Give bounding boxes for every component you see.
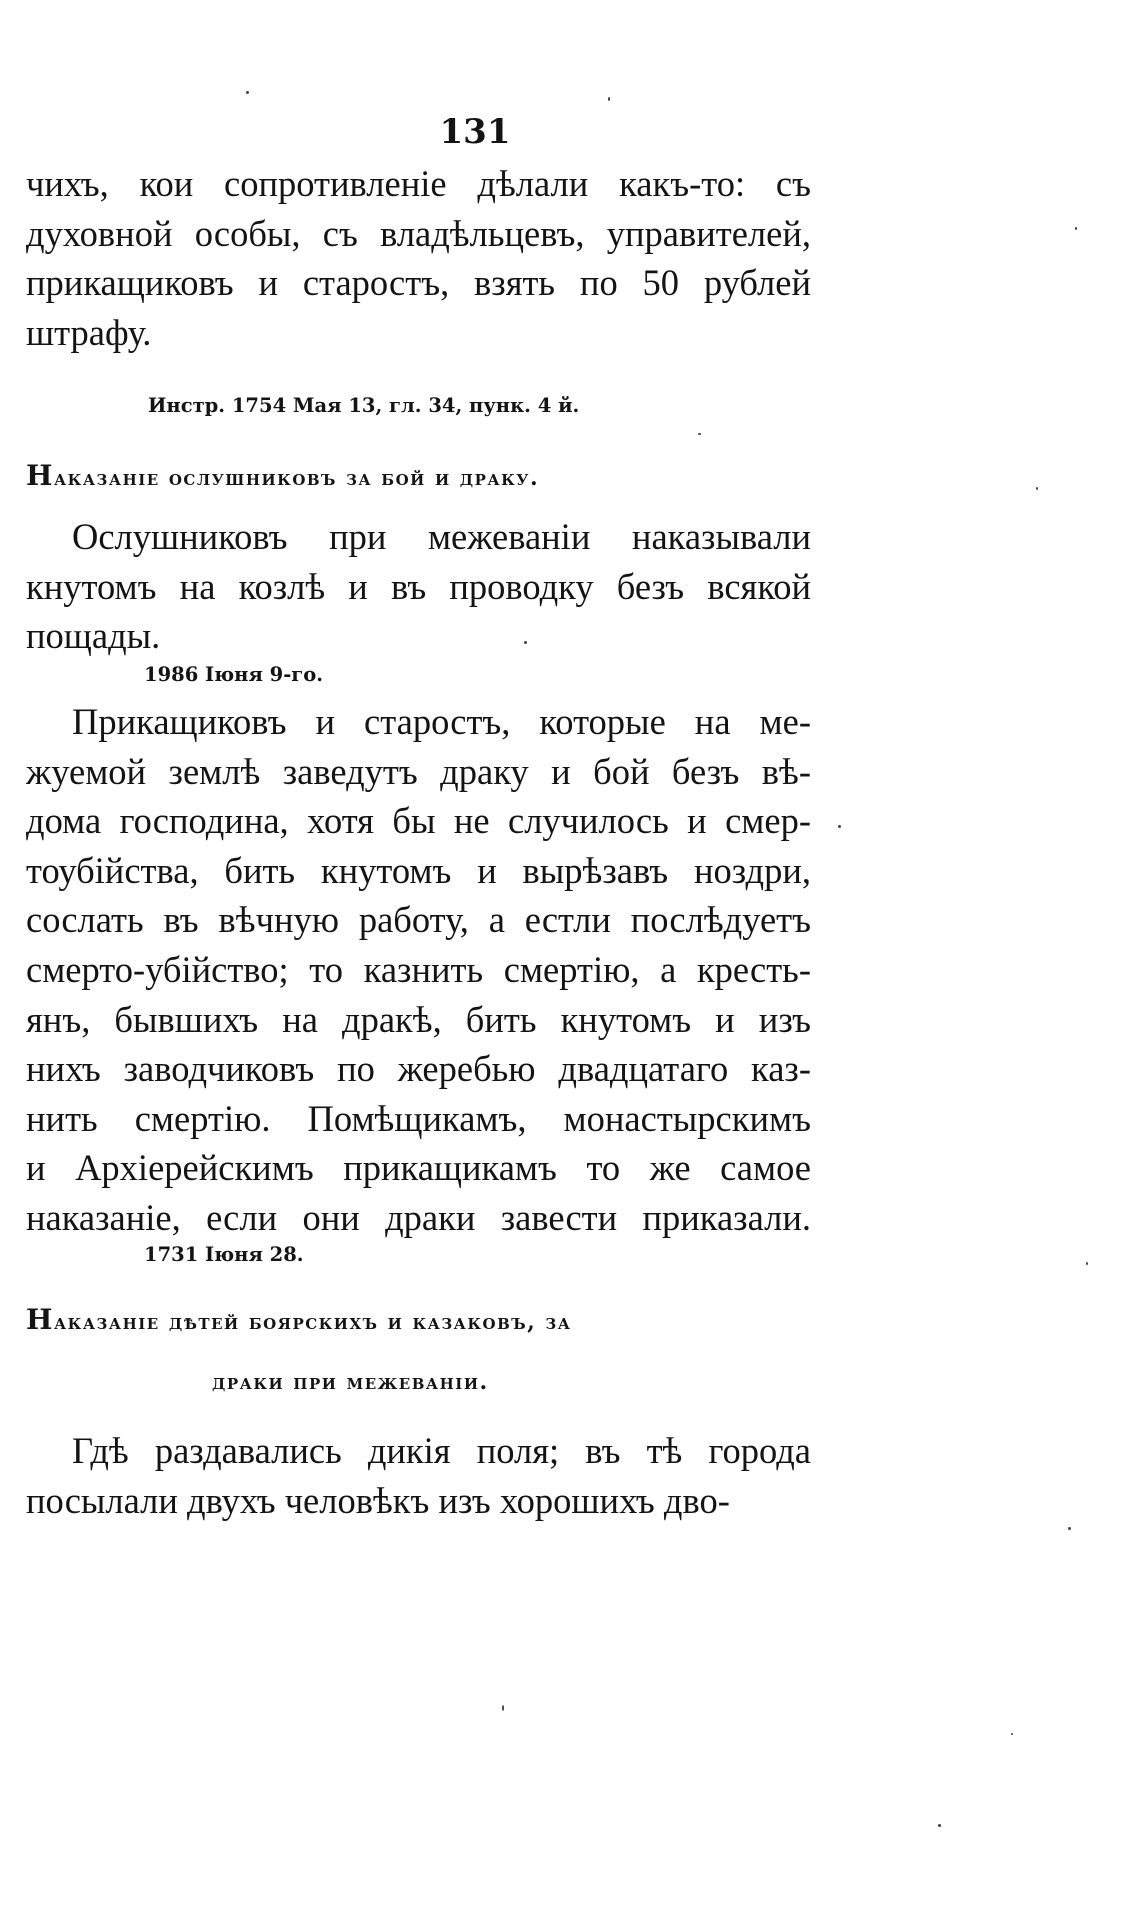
scan-speck — [838, 825, 841, 828]
heading-line: Наказаніе ослушниковъ за бой и драку. — [26, 459, 540, 492]
scan-speck — [246, 91, 249, 94]
text-line: жуемой землѣ заведутъ драку и бой безъ вѣ- — [26, 750, 811, 792]
citation: 1986 Іюня 9-го. — [144, 663, 324, 686]
text-line: янъ, бывшихъ на дракѣ, бить кнутомъ и изъ — [26, 998, 811, 1040]
scan-speck — [1011, 1733, 1013, 1735]
scan-speck — [502, 1705, 504, 1711]
scan-speck — [1068, 1527, 1071, 1530]
citation: 1731 Іюня 28. — [144, 1243, 304, 1266]
scan-speck — [608, 97, 610, 101]
text-line: смерто-убійство; то казнить смертію, а кресть- — [26, 948, 811, 990]
paragraph-offenders-punishment — [26, 512, 811, 661]
scan-speck — [938, 1824, 941, 1827]
scan-speck — [524, 641, 527, 644]
text-line: сослать въ вѣчную работу, а естли послѣдуетъ — [26, 899, 811, 941]
text-line: пощады. — [26, 615, 161, 657]
page-number: 131 — [439, 112, 511, 152]
text-line: духовной особы, съ владѣльцевъ, управителей, — [26, 212, 811, 254]
text-line: прикащиковъ и старостъ, взять по 50 рублей — [26, 262, 811, 304]
text-line: дома господина, хотя бы не случилось и смер- — [26, 800, 811, 842]
section-heading — [26, 1290, 811, 1412]
text-line: наказаніе, если они драки завести приказали. — [26, 1196, 811, 1238]
paragraph-fine-continuation — [26, 159, 811, 357]
scan-speck — [1075, 227, 1077, 230]
scan-speck — [1086, 1262, 1088, 1265]
text-line: нить смертію. Помѣщикамъ, монастырскимъ — [26, 1097, 811, 1139]
scan-speck — [1036, 487, 1038, 490]
text-line: кнутомъ на козлѣ и въ проводку безъ всякой — [26, 565, 811, 607]
citation: Инстр. 1754 Мая 13, гл. 34, пунк. 4 й. — [148, 394, 580, 417]
scan-speck — [698, 433, 701, 435]
text-line: штрафу. — [26, 311, 152, 353]
section-heading — [26, 446, 811, 508]
text-line: и Архіерейскимъ прикащикамъ то же самое — [26, 1147, 811, 1189]
heading-line: Наказаніе дѣтей боярскихъ и казаковъ, за — [26, 1303, 572, 1336]
text-line: Прикащиковъ и старостъ, которые на ме- — [72, 701, 811, 742]
text-line: тоубійства, бить кнутомъ и вырѣзавъ ноздри, — [26, 849, 811, 891]
text-line: чихъ, кои сопротивленіе дѣлали какъ-то: съ — [26, 163, 811, 204]
paragraph-stewards-brawl — [26, 697, 811, 1243]
text-line: Ослушниковъ при межеваніи наказывали — [72, 516, 811, 557]
paragraph-wild-fields — [26, 1426, 811, 1525]
text-line: Гдѣ раздавались дикія поля; въ тѣ города — [72, 1430, 811, 1471]
text-line: посылали двухъ человѣкъ изъ хорошихъ дво- — [26, 1479, 730, 1521]
heading-line: драки при межеваніи. — [212, 1369, 489, 1395]
text-line: нихъ заводчиковъ по жеребью двадцатаго каз- — [26, 1048, 811, 1090]
